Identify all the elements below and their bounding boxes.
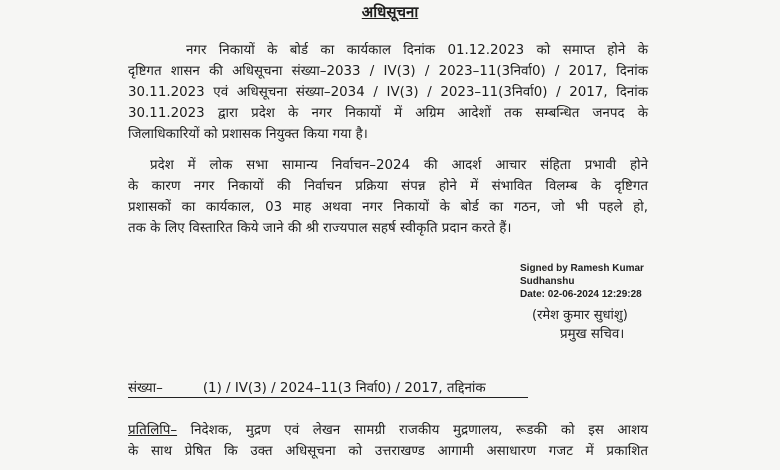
paragraph-line: के कारण नगर निकायों की निर्वाचन प्रक्रिया संपन्न होने में संभावित विलम्ब के दृष्टिगत (128, 179, 648, 194)
paragraph-line: प्रदेश में लोक सभा सामान्य निर्वाचन–2024 की आदर्श आचार संहिता प्रभावी होने (150, 158, 648, 173)
signatory-name: (रमेश कुमार सुधांशु) (532, 308, 628, 323)
signature-signer-line: Sudhanshu (520, 276, 575, 287)
paragraph-line: प्रशासकों का कार्यकाल, 03 माह अथवा नगर निकायों के बोर्ड का गठन, जो भी पहले हो, (128, 200, 648, 215)
copy-line-1: निदेशक, मुद्रण एवं लेखन सामग्री राजकीय मुद्रणालय, रूडकी को इस आशय (190, 423, 648, 438)
signature-date: Date: 02-06-2024 12:29:28 (520, 289, 642, 300)
reference-value: (1) / IV(3) / 2024–11(3 निर्वा0) / 2017, तद्दिनांक (202, 381, 486, 396)
signatory-designation: प्रमुख सचिव। (560, 327, 625, 342)
copy-lead: प्रतिलिपि– (128, 423, 178, 438)
copy-line (128, 420, 648, 441)
reference-label: संख्या– (128, 381, 163, 396)
paragraph-line: जिलाधिकारियों को प्रशासक नियुक्त किया गया है। (128, 127, 368, 142)
paragraph-line: तक के लिए विस्तारित किये जाने की श्री राज्यपाल सहर्ष स्वीकृति प्रदान करते हैं। (128, 221, 512, 236)
paragraph-line: 30.11.2023 द्वारा प्रदेश के नगर निकायों में अग्रिम आदेशों तक सम्बन्धित जनपद के (128, 106, 648, 121)
digital-signature-stamp (520, 262, 720, 301)
notification-paragraph-1 (128, 40, 648, 145)
paragraph-line: नगर निकायों के बोर्ड का कार्यकाल दिनांक 01.12.2023 को समाप्त होने के (186, 43, 648, 58)
signature-signer-line: Signed by Ramesh Kumar (520, 263, 644, 274)
reference-number (128, 378, 528, 398)
copy-to-section (128, 420, 648, 462)
document-heading: अधिसूचना (361, 3, 419, 21)
notification-paragraph-2 (128, 155, 648, 239)
paragraph-line: दृष्टिगत शासन की अधिसूचना संख्या–2033 / IV(3) / 2023–11(3निर्वा0) / 2017, दिनांक (128, 64, 648, 79)
copy-line-2: के साथ प्रेषित कि उक्त अधिसूचना को उत्तराखण्ड आगामी असाधारण गजट में प्रकाशित (128, 444, 648, 459)
paragraph-line: 30.11.2023 एवं अधिसूचना संख्या–2034 / IV(3) / 2023–11(3निर्वा0) / 2017, दिनांक (128, 85, 648, 100)
